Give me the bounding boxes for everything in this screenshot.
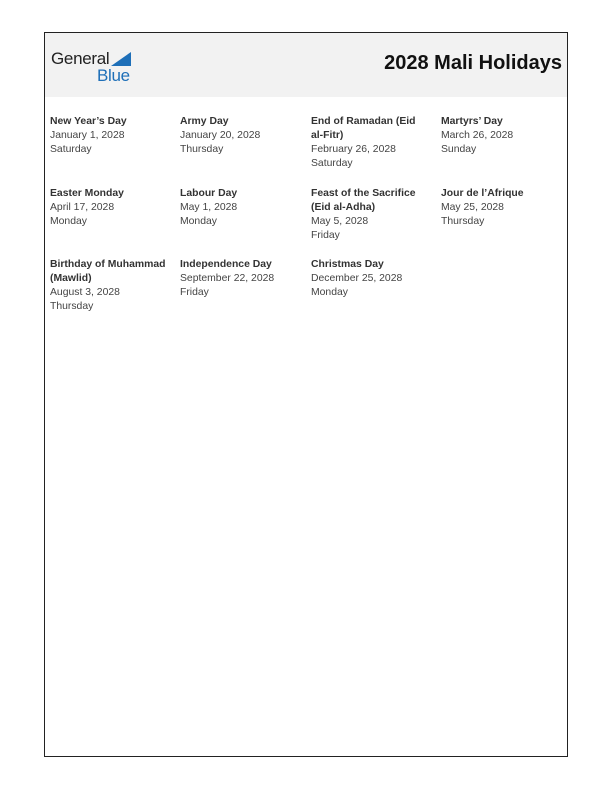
holiday-item [50,187,176,229]
holiday-item [50,115,176,157]
holiday-name: Birthday of Muhammad (Mawlid) [50,259,166,284]
logo-triangle-icon [111,52,131,66]
holiday-item [50,258,176,314]
holiday-name: Independence Day [180,259,272,270]
holiday-weekday: Monday [50,216,87,227]
holiday-date: January 1, 2028 [50,130,125,141]
page-title: 2028 Mali Holidays [384,52,562,74]
header-band [45,33,567,97]
holiday-date: April 17, 2028 [50,202,115,213]
holiday-weekday: Thursday [180,144,224,155]
logo-blue-text: Blue [97,66,130,85]
holiday-weekday: Saturday [50,144,92,155]
holiday-date: May 25, 2028 [441,202,504,213]
holiday-date: May 5, 2028 [311,216,369,227]
holiday-item [180,187,306,229]
holiday-name: Martyrs’ Day [441,116,503,127]
holiday-name: End of Ramadan (Eid al-Fitr) [311,116,416,141]
holiday-weekday: Thursday [50,301,94,312]
holiday-date: December 25, 2028 [311,273,403,284]
page-frame [44,32,568,757]
holiday-item [441,187,567,229]
holiday-weekday: Friday [311,230,340,241]
holiday-name: Christmas Day [311,259,384,270]
holiday-name: Jour de l’Afrique [441,188,524,199]
holiday-weekday: Sunday [441,144,477,155]
holiday-item [180,258,306,300]
holiday-item [180,115,306,157]
holiday-date: January 20, 2028 [180,130,261,141]
holiday-weekday: Monday [180,216,217,227]
logo-general-text: General [51,49,110,68]
holiday-date: May 1, 2028 [180,202,238,213]
holiday-name: Labour Day [180,188,238,199]
holiday-name: New Year’s Day [50,116,127,127]
holiday-name: Army Day [180,116,229,127]
holiday-date: September 22, 2028 [180,273,275,284]
holiday-name: Feast of the Sacrifice (Eid al-Adha) [311,188,416,213]
holiday-weekday: Saturday [311,158,353,169]
holiday-item [441,115,567,157]
holiday-weekday: Monday [311,287,348,298]
holiday-date: March 26, 2028 [441,130,514,141]
holiday-item [311,115,429,171]
holiday-weekday: Thursday [441,216,485,227]
holiday-item [311,258,437,300]
holiday-weekday: Friday [180,287,209,298]
holiday-item [311,187,421,243]
holiday-date: August 3, 2028 [50,287,120,298]
holiday-date: February 26, 2028 [311,144,396,155]
generalblue-logo [51,49,141,89]
holiday-name: Easter Monday [50,188,124,199]
